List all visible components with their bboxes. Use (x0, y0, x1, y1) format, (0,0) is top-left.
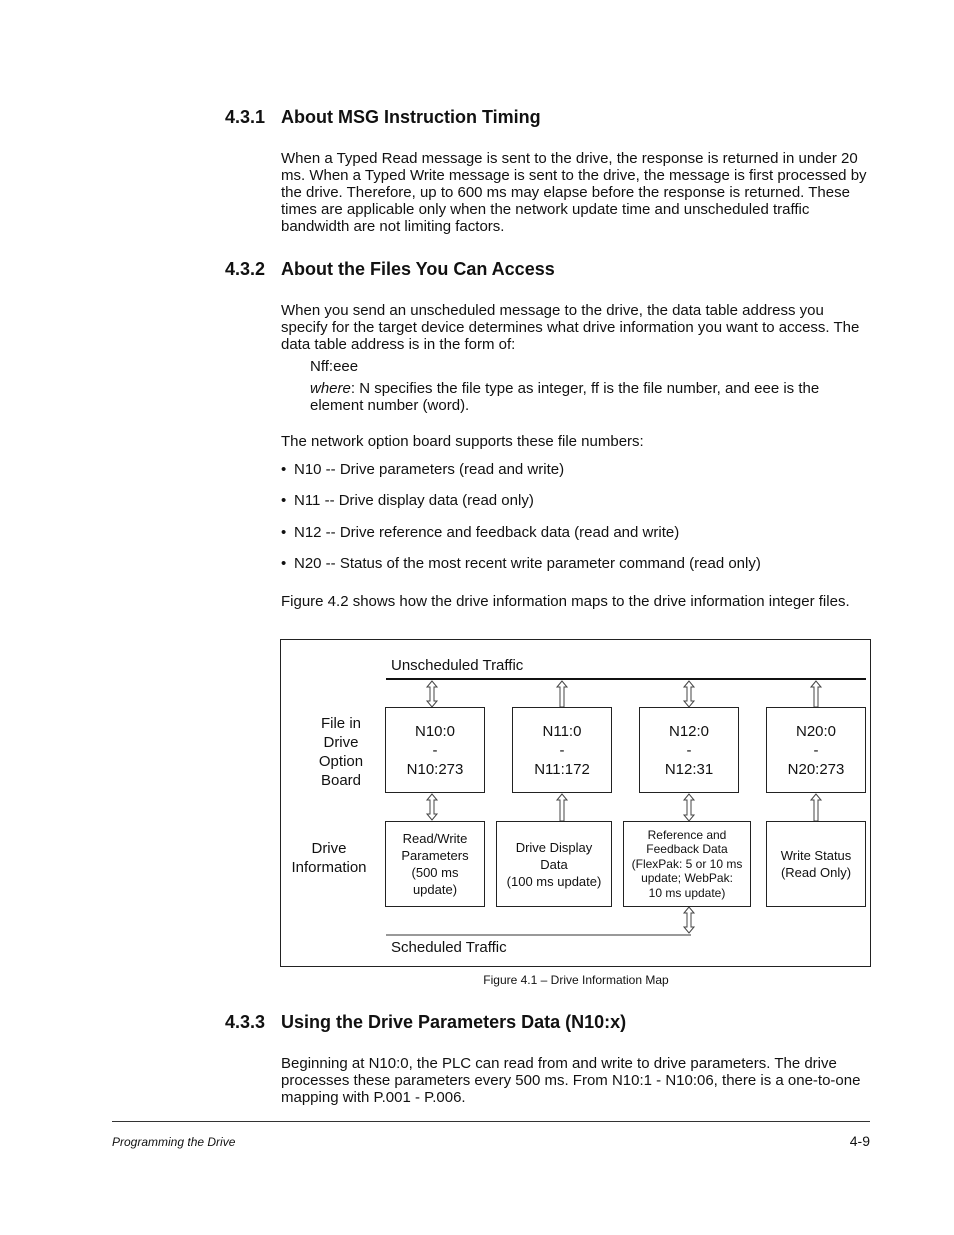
section-number: 4.3.1 (225, 107, 266, 127)
row-label-drive-information: Drive Information (291, 840, 367, 876)
paragraph-files-access: When you send an unscheduled message to the drive, the data table address you specify for the target device determines what drive information you want to access. The data table address is in the form of: (281, 302, 860, 353)
scheduled-traffic-label: Scheduled Traffic (391, 939, 507, 956)
list-item-text: N20 -- Status of the most recent write parameter command (read only) (294, 555, 761, 572)
double-arrow-icon (684, 681, 694, 707)
list-item-text: N12 -- Drive reference and feedback data (read and write) (294, 524, 680, 541)
list-item: • N11 -- Drive display data (read only) (281, 492, 534, 509)
list-item-text: N11 -- Drive display data (read only) (294, 492, 534, 509)
list-item: • N20 -- Status of the most recent write parameter command (read only) (281, 555, 761, 572)
double-arrow-icon (427, 794, 437, 820)
up-arrow-icon (811, 681, 821, 707)
paragraph-supports: The network option board supports these file numbers: (281, 433, 644, 450)
figure-caption: Figure 4.1 – Drive Information Map (483, 973, 669, 987)
drive-info-display-data: Drive Display Data (100 ms update) (496, 821, 612, 907)
up-arrow-icon (557, 794, 567, 821)
unscheduled-traffic-label: Unscheduled Traffic (391, 657, 524, 674)
list-item: • N12 -- Drive reference and feedback data (read and write) (281, 524, 680, 541)
section-heading-4-3-1 (225, 107, 541, 128)
up-arrow-icon (811, 794, 821, 821)
paragraph-drive-parameters: Beginning at N10:0, the PLC can read from and write to drive parameters. The drive processes these parameters every 500 ms. From N10:1 - N10:06, there is a one-to-one mapping with P.001 - P.006. (281, 1055, 861, 1106)
section-heading-4-3-2 (225, 259, 555, 280)
up-arrow-icon (557, 681, 567, 707)
diagram-connectors (281, 640, 872, 968)
row-label-file-in-option-board: File in Drive Option Board (318, 715, 364, 789)
section-heading-4-3-3 (225, 1012, 626, 1033)
where-text: : N specifies the file type as integer, ff is the file number, and eee is the element number (word). (310, 380, 820, 414)
section-title: Using the Drive Parameters Data (N10:x) (281, 1012, 627, 1032)
section-number: 4.3.3 (225, 1012, 266, 1032)
list-item: • N10 -- Drive parameters (read and write) (281, 461, 565, 478)
section-title: About the Files You Can Access (281, 259, 555, 279)
double-arrow-icon (684, 794, 694, 821)
section-number: 4.3.2 (225, 259, 266, 279)
paragraph-msg-timing: When a Typed Read message is sent to the drive, the response is returned in under 20 ms. When a Typed Write message is sent to the drive, the message is first processed by the drive. Therefore, up to 600 ms may elapse before the response is returned. These times are applicable only when the network update time and unscheduled traffic bandwidth are not limiting factors. (281, 150, 867, 235)
footer-chapter-title: Programming the Drive (112, 1135, 236, 1149)
address-format-explanation (310, 380, 870, 414)
drive-info-read-write-parameters: Read/Write Parameters (500 ms update) (385, 821, 485, 907)
file-box-n12: N12:0 - N12:31 (639, 707, 739, 793)
file-box-n10: N10:0 - N10:273 (385, 707, 485, 793)
where-word: where (310, 380, 351, 397)
double-arrow-icon (684, 907, 694, 933)
drive-information-map (280, 639, 871, 967)
page-number: 4-9 (849, 1133, 870, 1149)
double-arrow-icon (427, 681, 437, 707)
list-item-text: N10 -- Drive parameters (read and write) (294, 461, 565, 478)
drive-info-reference-feedback: Reference and Feedback Data (FlexPak: 5 or 10 ms update; WebPak: 10 ms update) (623, 821, 751, 907)
footer-rule (112, 1121, 870, 1122)
paragraph-figure-ref: Figure 4.2 shows how the drive information maps to the drive information integer files. (281, 593, 850, 610)
file-box-n20: N20:0 - N20:273 (766, 707, 866, 793)
section-title: About MSG Instruction Timing (281, 107, 541, 127)
file-box-n11: N11:0 - N11:172 (512, 707, 612, 793)
address-format: Nff:eee (310, 358, 359, 375)
drive-info-write-status: Write Status (Read Only) (766, 821, 866, 907)
